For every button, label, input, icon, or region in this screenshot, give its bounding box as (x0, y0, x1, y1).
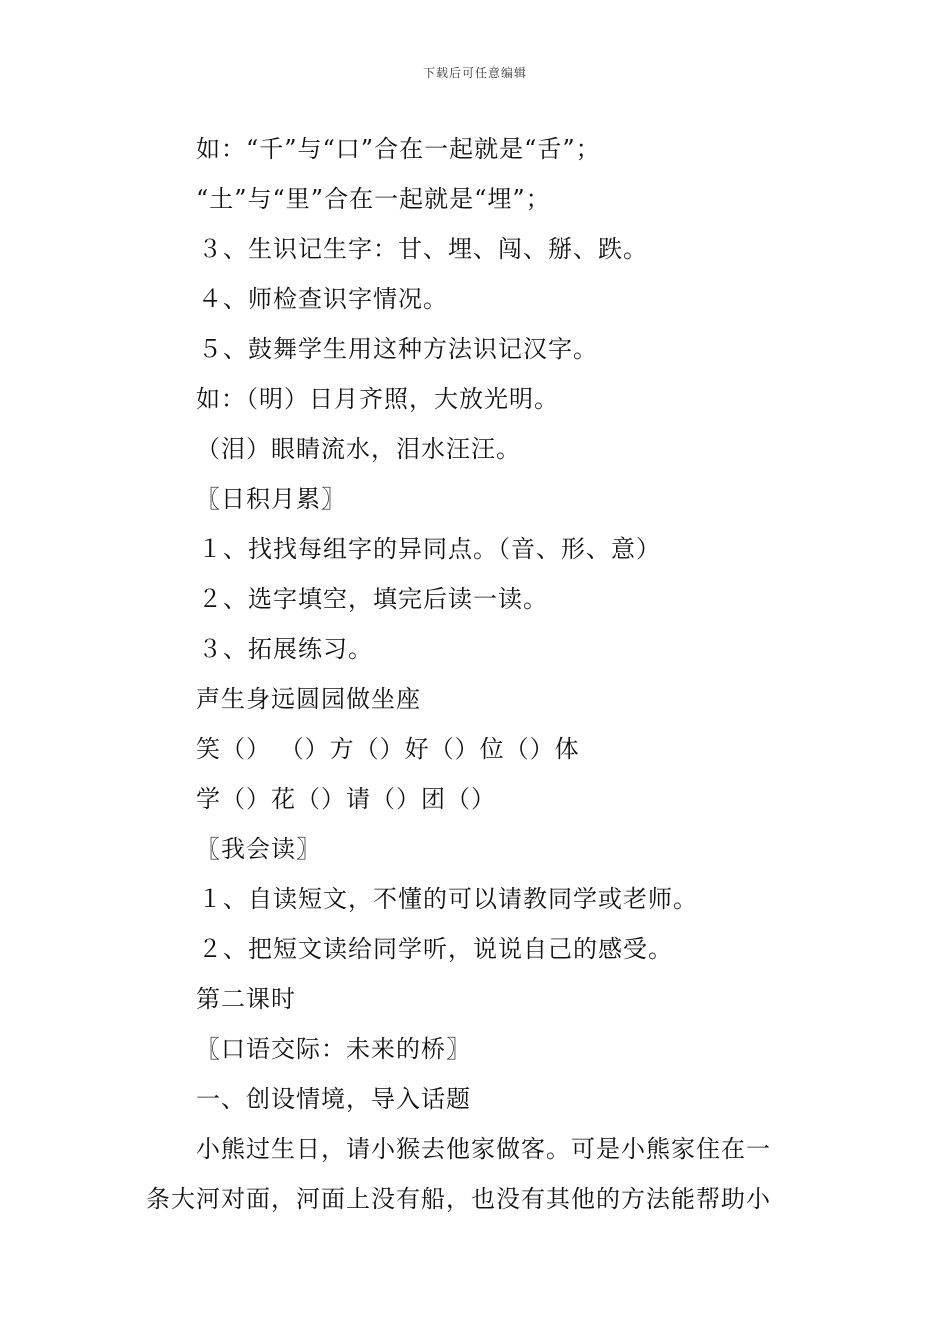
text-line: 学（）花（）请（）团（） (196, 785, 496, 813)
text-line: 如：“千”与“口”合在一起就是“舌”； (196, 135, 601, 163)
page-header: 下载后可任意编辑 (422, 66, 527, 80)
text-line: １、找找每组字的异同点。（音、形、意） (198, 535, 661, 563)
paragraph-line: 小熊过生日，请小猴去他家做客。可是小熊家住在一 (196, 1135, 771, 1163)
text-line: “土”与“里”合在一起就是“埋”； (196, 185, 551, 213)
text-line: ２、把短文读给同学听，说说自己的感受。 (198, 935, 673, 963)
section-heading: 〖日积月累〗 (196, 485, 346, 513)
text-line: 声生身远圆园做坐座 (196, 685, 421, 713)
paragraph-line: 条大河对面，河面上没有船，也没有其他的方法能帮助小 (146, 1185, 771, 1213)
text-line: 如：（明）日月齐照，大放光明。 (196, 385, 559, 413)
text-line: １、自读短文，不懂的可以请教同学或老师。 (198, 885, 698, 913)
text-line: ５、鼓舞学生用这种方法识记汉字。 (198, 335, 598, 363)
section-heading: 第二课时 (196, 985, 296, 1013)
text-line: ２、选字填空，填完后读一读。 (198, 585, 548, 613)
text-line: ４、师检查识字情况。 (198, 285, 448, 313)
section-heading: 〖口语交际：未来的桥〗 (196, 1035, 471, 1063)
text-line: ３、生识记生字：甘、埋、闯、掰、跌。 (198, 235, 648, 263)
text-line: 笑（） （）方（）好（）位（）体 (196, 735, 580, 763)
section-heading: 一、创设情境，导入话题 (196, 1085, 471, 1113)
text-line: ３、拓展练习。 (198, 635, 373, 663)
document-body (146, 124, 836, 1224)
section-heading: 〖我会读〗 (196, 835, 321, 863)
text-line: （泪）眼睛流水，泪水汪汪。 (196, 435, 521, 463)
